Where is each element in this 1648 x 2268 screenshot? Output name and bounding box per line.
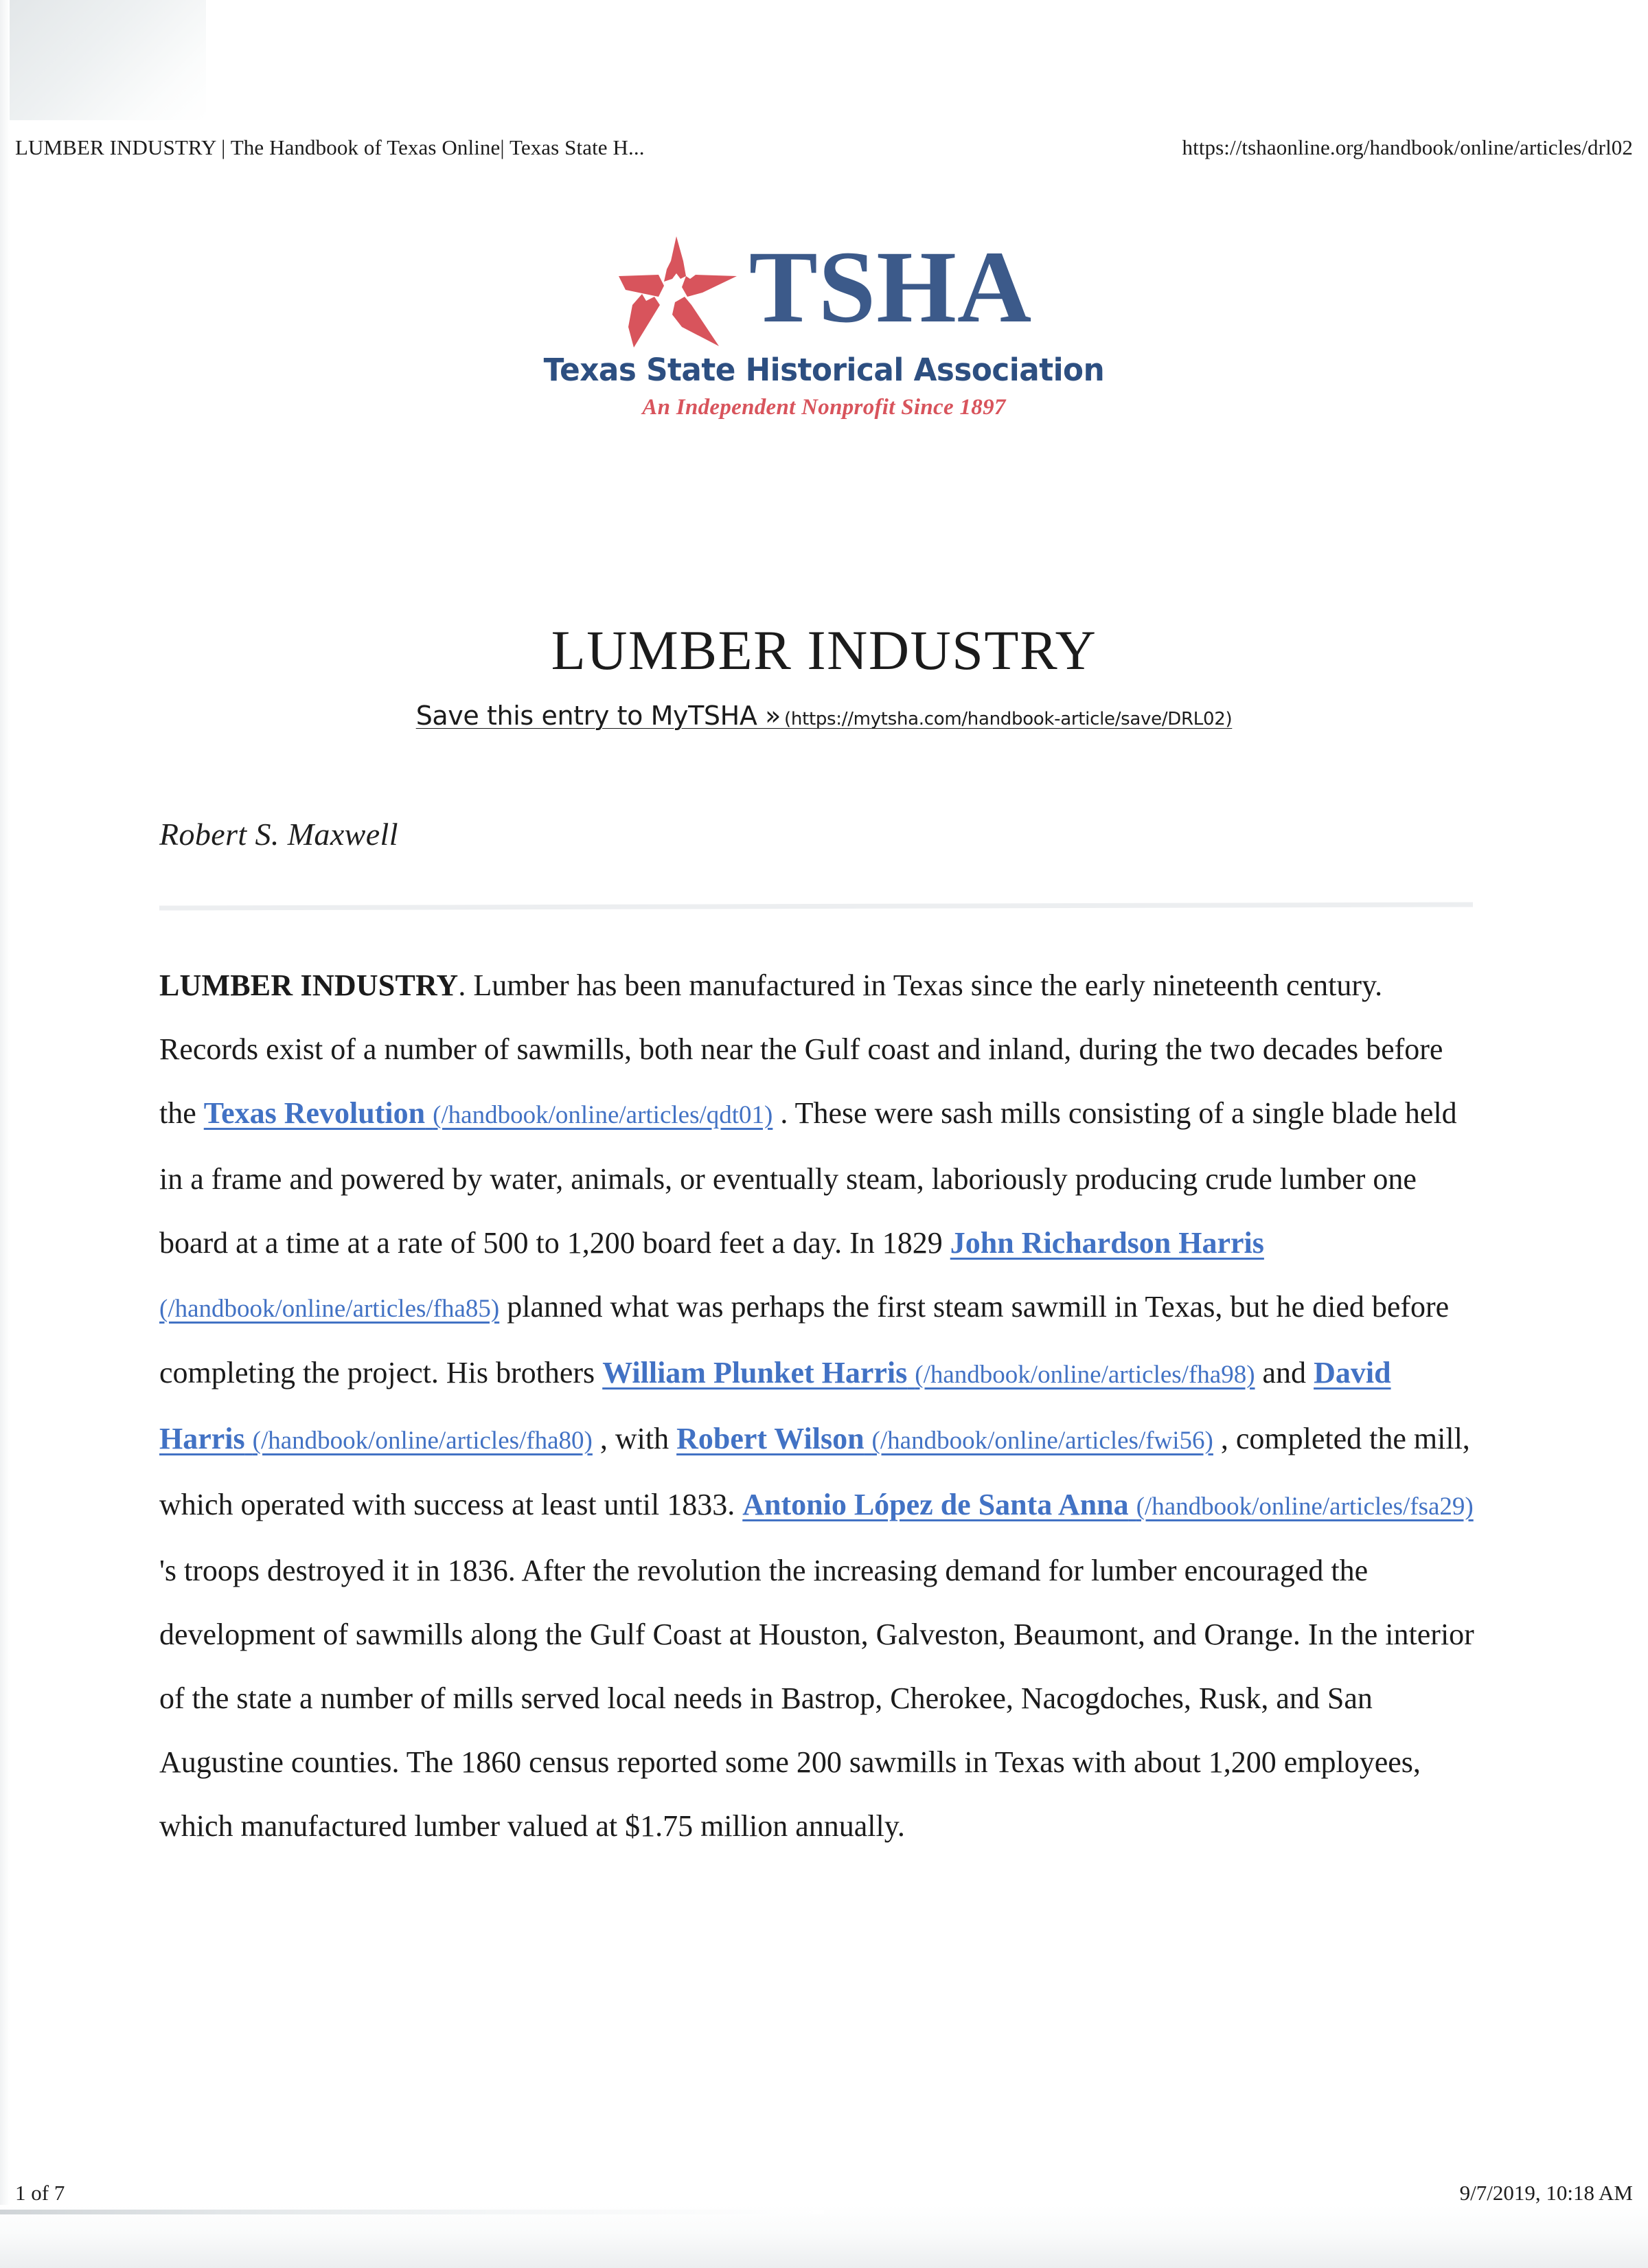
link-name: David Harris <box>159 1356 1391 1455</box>
save-entry-line <box>0 701 1648 731</box>
print-header-title: LUMBER INDUSTRY | The Handbook of Texas Online| Texas State H... <box>15 135 645 159</box>
link-william-plunket-harris[interactable] <box>602 1356 1255 1390</box>
link-url: (/handbook/online/articles/fha80) <box>252 1427 593 1455</box>
page-number: 1 of 7 <box>15 2181 65 2205</box>
logo-row <box>616 230 1033 349</box>
body-segment-7: 's troops destroyed it in 1836. After the revolution the increasing demand for lumber encouraged the development of sawmills along the Gulf Coast at Houston, Galveston, Beaumont, and Orange. In the interior of the state a number of mills served local needs in Bastrop, Cherokee, Nacogdoches, Rusk, and San Augustine counties. The 1860 census reported some 200 sawmills in Texas with about 1,200 employees, which manufactured lumber valued at $1.75 million annually. <box>159 1554 1474 1843</box>
save-to-mytsha-link[interactable] <box>415 701 1233 731</box>
link-url: (/handbook/online/articles/fwi56) <box>871 1427 1213 1455</box>
tsha-logo <box>0 230 1648 420</box>
link-name: Robert Wilson <box>676 1422 865 1455</box>
body-segment-5: , with <box>592 1422 677 1455</box>
link-name: Antonio López de Santa Anna <box>742 1488 1129 1521</box>
print-timestamp: 9/7/2019, 10:18 AM <box>1459 2181 1633 2205</box>
link-name: John Richardson Harris <box>950 1226 1264 1260</box>
body-segment-6: , completed the mill, which operated with success at least until 1833. <box>159 1422 1470 1521</box>
body-segment-4: and <box>1255 1356 1314 1390</box>
divider <box>159 902 1473 910</box>
save-link-url: (https://mytsha.com/handbook-article/save/DRL02) <box>784 709 1233 729</box>
article-author: Robert S. Maxwell <box>159 817 398 852</box>
save-link-label: Save this entry to MyTSHA » <box>415 701 781 731</box>
link-texas-revolution[interactable] <box>204 1096 773 1130</box>
logo-tagline: An Independent Nonprofit Since 1897 <box>642 395 1006 420</box>
logo-organization-name: Texas State Historical Association <box>543 352 1105 388</box>
link-robert-wilson[interactable] <box>676 1422 1213 1455</box>
print-header <box>15 135 1633 160</box>
link-name: Texas Revolution <box>203 1096 426 1130</box>
page-title: LUMBER INDUSTRY <box>551 618 1097 681</box>
link-name: William Plunket Harris <box>602 1356 908 1390</box>
link-url: (/handbook/online/articles/fsa29) <box>1136 1493 1474 1521</box>
article-body <box>159 953 1481 1858</box>
tsha-star-icon <box>616 234 740 349</box>
print-header-url: https://tshaonline.org/handbook/online/articles/drl02 <box>1182 135 1633 159</box>
body-segment-1: . Lumber has been manufactured in Texas since the early nineteenth century. Records exist of a number of sawmills, both near the Gulf coast and inland, during the two decades before the <box>159 968 1443 1130</box>
article-lead-in: LUMBER INDUSTRY <box>159 968 459 1002</box>
link-url: (/handbook/online/articles/fha98) <box>915 1361 1255 1389</box>
link-url: (/handbook/online/articles/qdt01) <box>433 1101 773 1129</box>
link-antonio-lopez-de-santa-anna[interactable] <box>742 1488 1474 1521</box>
body-segment-3: planned what was perhaps the first steam sawmill in Texas, but he died before completing the project. His brothers <box>159 1290 1450 1390</box>
body-segment-2: . These were sash mills consisting of a single blade held in a frame and powered by water, animals, or eventually steam, laboriously producing crude lumber one board at a time at a rate of 500 to 1,200 board feet a day. In 1829 <box>159 1096 1457 1260</box>
link-url: (/handbook/online/articles/fha85) <box>159 1295 500 1323</box>
logo-wordmark: TSHA <box>748 230 1033 344</box>
print-footer <box>15 2181 1633 2205</box>
